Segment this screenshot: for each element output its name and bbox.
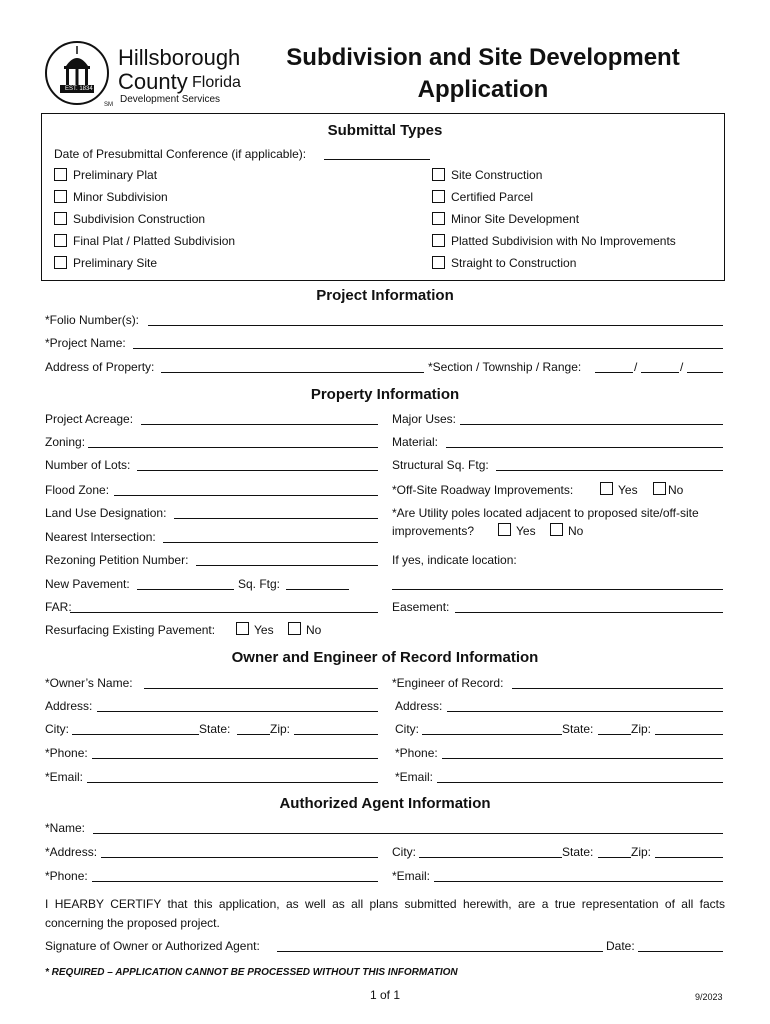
engineer-label: *Engineer of Record: xyxy=(392,676,504,690)
signature-label: Signature of Owner or Authorized Agent: xyxy=(45,939,260,953)
township-field[interactable] xyxy=(641,360,679,373)
pavement-sqftg-field[interactable] xyxy=(286,577,349,590)
checkbox[interactable] xyxy=(432,256,445,269)
date-field[interactable] xyxy=(638,939,723,952)
intersection-field[interactable] xyxy=(163,530,378,543)
land-use-label: Land Use Designation: xyxy=(45,506,167,520)
str-slash: / xyxy=(680,360,684,374)
rezoning-field[interactable] xyxy=(196,553,378,566)
required-note: * REQUIRED – APPLICATION CANNOT BE PROCESSED WITHOUT THIS INFORMATION xyxy=(45,967,458,978)
checkbox[interactable] xyxy=(432,212,445,225)
offsite-no-label: No xyxy=(668,483,684,497)
checkbox[interactable] xyxy=(54,168,67,181)
owner-address-label: Address: xyxy=(45,699,93,713)
agent-heading: Authorized Agent Information xyxy=(279,795,491,812)
intersection-label: Nearest Intersection: xyxy=(45,530,156,544)
flood-zone-label: Flood Zone: xyxy=(45,483,110,497)
resurfacing-label: Resurfacing Existing Pavement: xyxy=(45,623,216,637)
agent-zip-label: Zip: xyxy=(631,845,652,859)
owner-engineer-heading: Owner and Engineer of Record Information xyxy=(231,649,539,666)
property-address-label: Address of Property: xyxy=(45,360,155,374)
structural-field[interactable] xyxy=(496,458,723,471)
owner-city-field[interactable] xyxy=(72,722,199,735)
engineer-state-field[interactable] xyxy=(598,722,631,735)
logo-name-line1: Hillsborough xyxy=(118,45,241,70)
owner-phone-label: *Phone: xyxy=(45,746,88,760)
checkbox[interactable] xyxy=(54,212,67,225)
zoning-label: Zoning: xyxy=(45,435,86,449)
lots-label: Number of Lots: xyxy=(45,458,131,472)
agent-name-label: *Name: xyxy=(45,821,86,835)
courthouse-seal-icon xyxy=(44,40,110,106)
resurfacing-no-label: No xyxy=(306,623,322,637)
property-info-heading: Property Information xyxy=(310,386,460,403)
material-field[interactable] xyxy=(446,435,723,448)
owner-state-label: State: xyxy=(199,722,231,736)
engineer-email-field[interactable] xyxy=(437,770,723,783)
acreage-field[interactable] xyxy=(141,412,378,425)
seal-sm-mark: SM xyxy=(104,102,113,108)
page-number: 1 of 1 xyxy=(370,988,401,1002)
offsite-no-checkbox[interactable] xyxy=(653,482,666,495)
project-name-field[interactable] xyxy=(133,336,723,349)
page-title-line1: Subdivision and Site Development xyxy=(286,44,680,71)
agent-email-label: *Email: xyxy=(392,869,431,883)
certification-text: I HEARBY CERTIFY that this application, as well as all plans submitted herewith, are a true representation of all facts concerning the proposed project. xyxy=(45,897,725,930)
engineer-zip-label: Zip: xyxy=(631,722,652,736)
str-slash: / xyxy=(634,360,638,374)
utility-no-checkbox[interactable] xyxy=(550,523,563,536)
submittal-option[interactable]: Preliminary Plat xyxy=(54,168,157,182)
resurfacing-yes-label: Yes xyxy=(254,623,274,637)
submittal-option[interactable]: Minor Subdivision xyxy=(54,190,168,204)
new-pavement-field[interactable] xyxy=(137,577,234,590)
agent-state-label: State: xyxy=(562,845,594,859)
section-field[interactable] xyxy=(595,360,633,373)
agent-phone-label: *Phone: xyxy=(45,869,88,883)
owner-city-label: City: xyxy=(45,722,69,736)
agent-address-label: *Address: xyxy=(45,845,98,859)
material-label: Material: xyxy=(392,435,439,449)
logo-name-line2a: County xyxy=(118,69,188,94)
agent-phone-field[interactable] xyxy=(92,869,378,882)
submittal-option[interactable]: Subdivision Construction xyxy=(54,212,205,226)
utility-poles-label-2: improvements? xyxy=(392,524,475,538)
owner-address-field[interactable] xyxy=(97,699,378,712)
structural-label: Structural Sq. Ftg: xyxy=(392,458,489,472)
submittal-option[interactable]: Preliminary Site xyxy=(54,256,157,270)
far-label: FAR: xyxy=(45,600,72,614)
county-logo xyxy=(44,40,244,110)
folio-label: *Folio Number(s): xyxy=(45,313,140,327)
project-info-heading: Project Information xyxy=(316,287,454,304)
owner-email-field[interactable] xyxy=(87,770,378,783)
easement-field[interactable] xyxy=(455,600,723,613)
utility-yes-checkbox[interactable] xyxy=(498,523,511,536)
submittal-option[interactable]: Final Plat / Platted Subdivision xyxy=(54,234,235,248)
agent-zip-field[interactable] xyxy=(655,845,723,858)
seal-est-text: EST. 1834 xyxy=(65,86,93,92)
engineer-address-field[interactable] xyxy=(447,699,723,712)
submittal-option[interactable]: Straight to Construction xyxy=(432,256,576,270)
agent-address-field[interactable] xyxy=(101,845,378,858)
far-field[interactable] xyxy=(70,600,378,613)
submittal-option[interactable]: Minor Site Development xyxy=(432,212,579,226)
checkbox[interactable] xyxy=(432,190,445,203)
owner-state-field[interactable] xyxy=(237,722,270,735)
major-uses-label: Major Uses: xyxy=(392,412,457,426)
engineer-email-label: *Email: xyxy=(395,770,434,784)
major-uses-field[interactable] xyxy=(460,412,723,425)
utility-poles-label: *Are Utility poles located adjacent to proposed site/off-site xyxy=(392,506,699,520)
engineer-field[interactable] xyxy=(512,676,723,689)
resurfacing-no-checkbox[interactable] xyxy=(288,622,301,635)
owner-zip-label: Zip: xyxy=(270,722,291,736)
range-field[interactable] xyxy=(687,360,723,373)
agent-city-label: City: xyxy=(392,845,416,859)
presubmittal-date-label: Date of Presubmittal Conference (if applicable): xyxy=(54,147,307,161)
checkbox[interactable] xyxy=(432,234,445,247)
agent-city-field[interactable] xyxy=(419,845,562,858)
rezoning-label: Rezoning Petition Number: xyxy=(45,553,189,567)
presubmittal-date-field[interactable] xyxy=(324,147,430,160)
offsite-label: *Off-Site Roadway Improvements: xyxy=(392,483,574,497)
pavement-sqftg-label: Sq. Ftg: xyxy=(238,577,281,591)
indicate-location-label: If yes, indicate location: xyxy=(392,553,517,567)
property-address-field[interactable] xyxy=(161,360,424,373)
agent-state-field[interactable] xyxy=(598,845,631,858)
new-pavement-label: New Pavement: xyxy=(45,577,130,591)
logo-dept: Development Services xyxy=(120,94,221,105)
owner-name-field[interactable] xyxy=(144,676,378,689)
owner-zip-field[interactable] xyxy=(294,722,378,735)
engineer-address-label: Address: xyxy=(395,699,443,713)
resurfacing-yes-checkbox[interactable] xyxy=(236,622,249,635)
engineer-phone-field[interactable] xyxy=(442,746,723,759)
form-version: 9/2023 xyxy=(695,992,723,1002)
checkbox[interactable] xyxy=(432,168,445,181)
utility-no-label: No xyxy=(568,524,584,538)
acreage-label: Project Acreage: xyxy=(45,412,134,426)
offsite-yes-checkbox[interactable] xyxy=(600,482,613,495)
land-use-field[interactable] xyxy=(174,506,378,519)
engineer-zip-field[interactable] xyxy=(655,722,723,735)
engineer-city-label: City: xyxy=(395,722,419,736)
offsite-yes-label: Yes xyxy=(618,483,638,497)
checkbox[interactable] xyxy=(54,190,67,203)
location-field[interactable] xyxy=(392,577,723,590)
checkbox[interactable] xyxy=(54,234,67,247)
flood-zone-field[interactable] xyxy=(114,483,378,496)
owner-phone-field[interactable] xyxy=(92,746,378,759)
owner-email-label: *Email: xyxy=(45,770,84,784)
lots-field[interactable] xyxy=(137,458,378,471)
page-title-line2: Application xyxy=(417,76,549,103)
project-name-label: *Project Name: xyxy=(45,336,126,350)
submittal-option[interactable]: Certified Parcel xyxy=(432,190,533,204)
submittal-option[interactable]: Site Construction xyxy=(432,168,542,182)
engineer-city-field[interactable] xyxy=(422,722,562,735)
date-label: Date: xyxy=(606,939,635,953)
engineer-phone-label: *Phone: xyxy=(395,746,438,760)
easement-label: Easement: xyxy=(392,600,450,614)
engineer-state-label: State: xyxy=(562,722,594,736)
logo-name-line2b: Florida xyxy=(192,74,241,91)
submittal-types-heading: Submittal Types xyxy=(327,122,443,139)
signature-field[interactable] xyxy=(277,939,603,952)
section-township-range-label: *Section / Township / Range: xyxy=(428,360,582,374)
agent-name-field[interactable] xyxy=(93,821,723,834)
agent-email-field[interactable] xyxy=(434,869,723,882)
zoning-field[interactable] xyxy=(88,435,378,448)
folio-field[interactable] xyxy=(148,313,723,326)
checkbox[interactable] xyxy=(54,256,67,269)
utility-yes-label: Yes xyxy=(516,524,536,538)
submittal-option[interactable]: Platted Subdivision with No Improvements xyxy=(432,234,676,248)
owner-name-label: *Owner’s Name: xyxy=(45,676,133,690)
